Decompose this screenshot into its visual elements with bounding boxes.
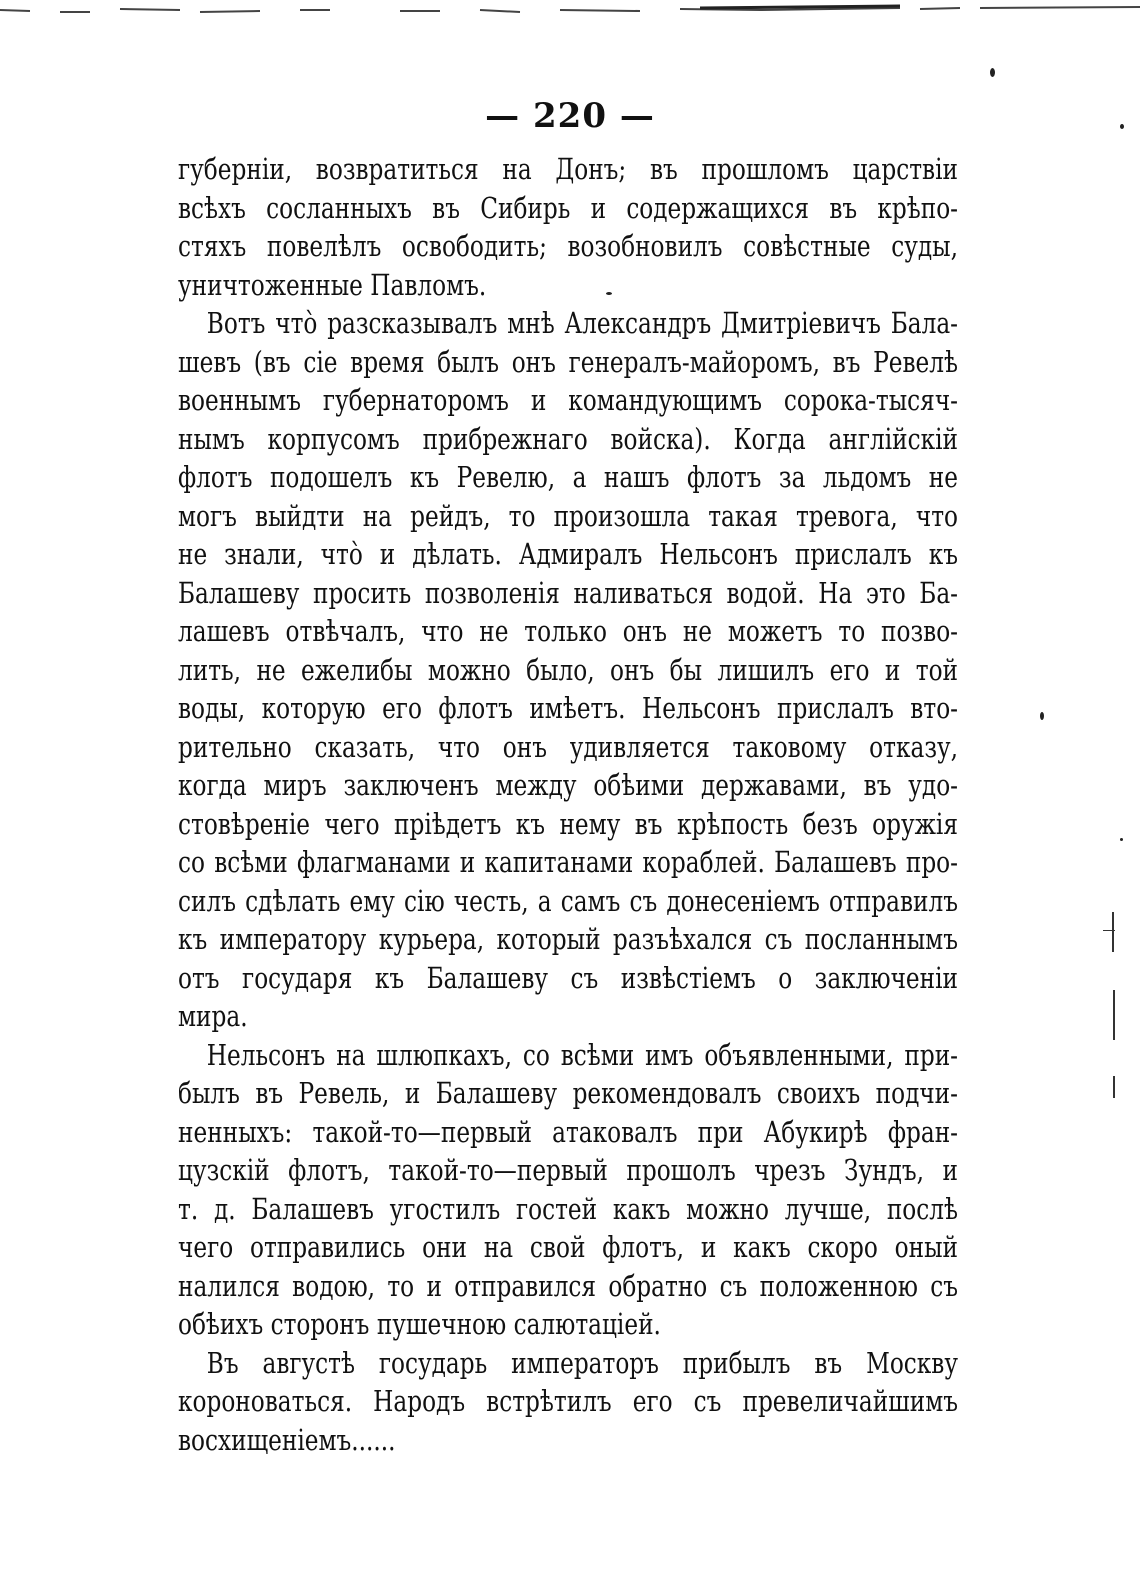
- text-line: лить, не ежелибы можно было, онъ бы лишилъ его и той: [178, 652, 958, 687]
- text-line: ненныхъ: такой-то—первый атаковалъ при Абукирѣ фран-: [178, 1114, 958, 1149]
- text-line: Вотъ что̀ разсказывалъ мнѣ Александръ Дмитріевичъ Бала-: [206, 306, 959, 340]
- scan-margin-mark: [1103, 930, 1115, 931]
- paragraph-4: [178, 1344, 958, 1460]
- paragraph-1: [178, 150, 958, 304]
- text-line: т. д. Балашевъ угостилъ гостей какъ можно лучше, послѣ: [178, 1191, 958, 1226]
- text-line: военнымъ губернаторомъ и командующимъ сорока-тысяч-: [178, 383, 958, 417]
- text-line: обѣихъ сторонъ пушечною салютаціей.: [178, 1307, 661, 1341]
- text-line: цузскій флотъ, такой-то—первый прошолъ чрезъ Зундъ, и: [178, 1153, 958, 1187]
- text-line: налился водою, то и отправился обратно съ положенною съ: [178, 1268, 958, 1303]
- scan-speck: [1120, 124, 1124, 129]
- body-text: [178, 150, 958, 1459]
- text-line: всѣхъ сосланныхъ въ Сибирь и содержащихся въ крѣпо-: [178, 190, 958, 225]
- scan-speck: [1120, 838, 1123, 841]
- scan-speck: [1040, 712, 1044, 720]
- text-line: со всѣми флагманами и капитанами кораблей. Балашевъ про-: [178, 845, 958, 879]
- scan-margin-mark: [1113, 1076, 1115, 1098]
- text-line: отъ государя къ Балашеву съ извѣстіемъ о заключеніи: [178, 960, 958, 995]
- text-line: не знали, что̀ и дѣлать. Адмиралъ Нельсонъ прислалъ къ: [178, 537, 958, 571]
- text-line: стяхъ повелѣлъ освободить; возобновилъ совѣстные суды,: [178, 229, 958, 263]
- text-line: короноваться. Народъ встрѣтилъ его съ превеличайшимъ: [178, 1384, 958, 1418]
- paragraph-2: [178, 304, 958, 1036]
- scan-speck: [606, 292, 612, 295]
- scan-margin-mark: [1113, 990, 1115, 1040]
- scan-top-edge: [0, 0, 1140, 22]
- text-line: Балашеву просить позволенія наливаться водой. На это Ба-: [178, 575, 958, 610]
- text-line: когда миръ заключенъ между обѣими державами, въ удо-: [178, 768, 958, 802]
- text-line: воды, которую его флотъ имѣетъ. Нельсонъ прислалъ вто-: [178, 691, 958, 725]
- text-line: Нельсонъ на шлюпкахъ, со всѣми имъ объявленными, при-: [206, 1037, 959, 1072]
- text-line: нымъ корпусомъ прибрежнаго войска). Когда англійскій: [178, 421, 958, 456]
- text-line: чего отправились они на свой флотъ, и какъ скоро оный: [178, 1230, 958, 1264]
- text-line: губерніи, возвратиться на Донъ; въ прошломъ царствіи: [178, 152, 958, 186]
- text-line: шевъ (въ сіе время былъ онъ генералъ-майоромъ, въ Ревелѣ: [178, 344, 958, 379]
- text-line: къ императору курьера, который разъѣхался съ посланнымъ: [178, 922, 958, 956]
- paragraph-3: [178, 1036, 958, 1344]
- scan-margin-mark: [1112, 912, 1114, 952]
- text-line: стовѣреніе чего пріѣдетъ къ нему въ крѣпость безъ оружія: [178, 806, 958, 841]
- text-line: мира.: [178, 999, 248, 1033]
- text-line: рительно сказать, что онъ удивляется таковому отказу,: [178, 729, 958, 764]
- text-line: лашевъ отвѣчалъ, что не только онъ не можетъ то позво-: [178, 614, 958, 648]
- text-line: уничтоженные Павломъ.: [178, 267, 487, 302]
- text-line: восхищеніемъ......: [178, 1422, 396, 1457]
- text-line: былъ въ Ревель, и Балашеву рекомендовалъ своихъ подчи-: [178, 1076, 958, 1110]
- text-line: силъ сдѣлать ему сію честь, а самъ съ донесеніемъ отправилъ: [178, 883, 958, 918]
- text-line: флотъ подошелъ къ Ревелю, а нашъ флотъ за льдомъ не: [178, 460, 958, 494]
- text-line: Въ августѣ государь императоръ прибылъ въ Москву: [206, 1345, 959, 1380]
- scan-speck: [990, 68, 995, 77]
- text-line: могъ выйдти на рейдъ, то произошла такая тревога, что: [178, 498, 958, 533]
- page-number: — 220 —: [485, 96, 655, 136]
